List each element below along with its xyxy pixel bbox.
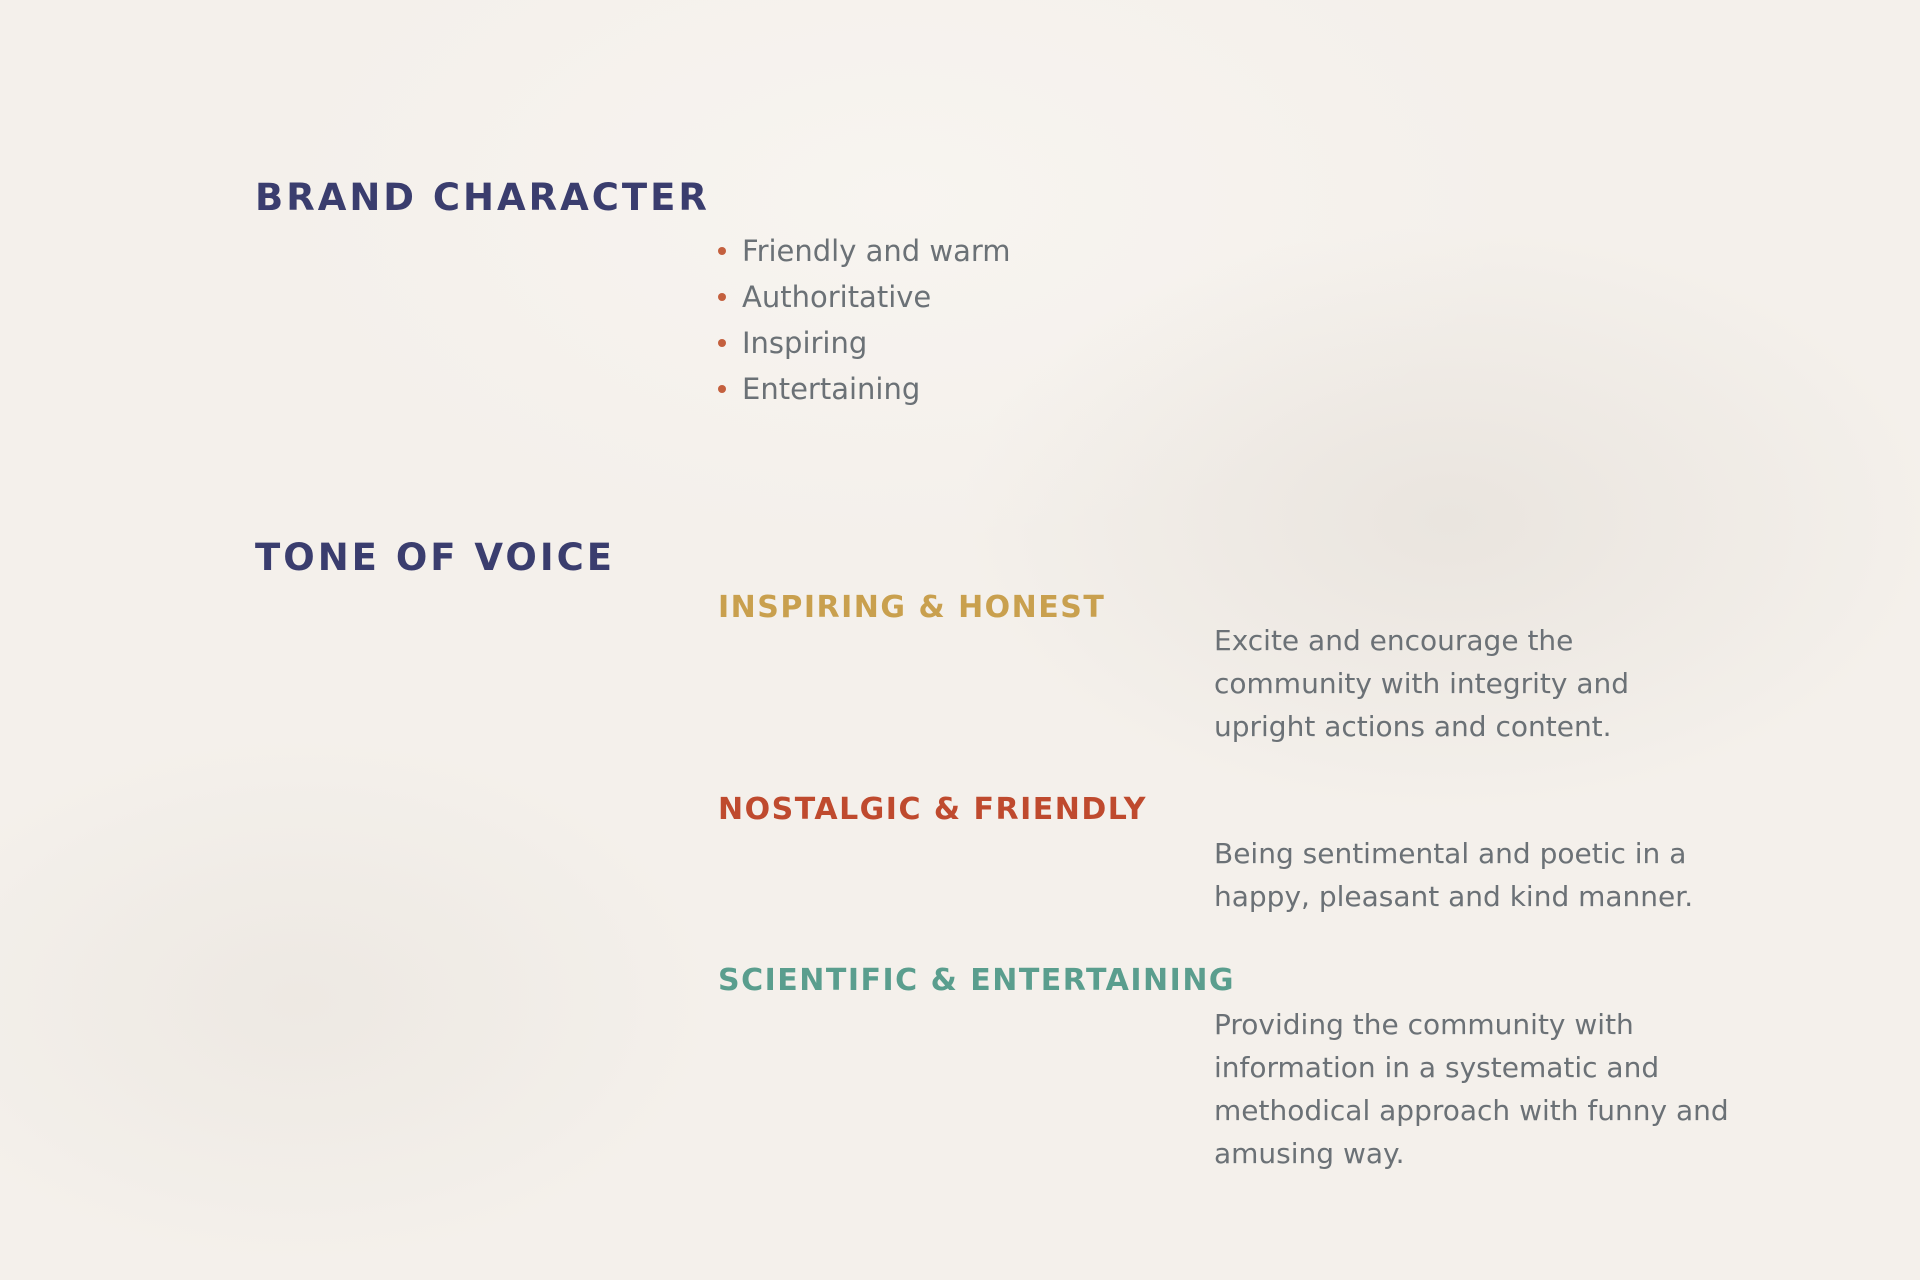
brand-traits-list <box>718 228 1011 412</box>
trait-item <box>718 320 1011 366</box>
tone-description-scientific-entertaining: Providing the community with information in a systematic and methodical approach with funny and amusing way. <box>1214 1008 1729 1170</box>
trait-item <box>718 366 1011 412</box>
tone-of-voice-title: TONE OF VOICE <box>255 536 616 579</box>
trait-item <box>718 228 1011 274</box>
trait-label: Entertaining <box>742 372 921 406</box>
trait-label: Authoritative <box>742 280 932 314</box>
tone-heading-nostalgic-friendly: NOSTALGIC & FRIENDLY <box>718 792 1147 827</box>
tone-heading-inspiring-honest: INSPIRING & HONEST <box>718 590 1106 625</box>
trait-item <box>718 274 1011 320</box>
trait-label: Inspiring <box>742 326 868 360</box>
trait-label: Friendly and warm <box>742 234 1011 268</box>
brand-character-title: BRAND CHARACTER <box>255 176 710 219</box>
bullet-dot-icon <box>718 293 726 301</box>
tone-description-inspiring-honest: Excite and encourage the community with integrity and upright actions and content. <box>1214 624 1630 743</box>
bullet-dot-icon <box>718 247 726 255</box>
tone-description-nostalgic-friendly: Being sentimental and poetic in a happy, pleasant and kind manner. <box>1214 837 1694 913</box>
tone-heading-scientific-entertaining: SCIENTIFIC & ENTERTAINING <box>718 963 1236 998</box>
bullet-dot-icon <box>718 339 726 347</box>
bullet-dot-icon <box>718 385 726 393</box>
